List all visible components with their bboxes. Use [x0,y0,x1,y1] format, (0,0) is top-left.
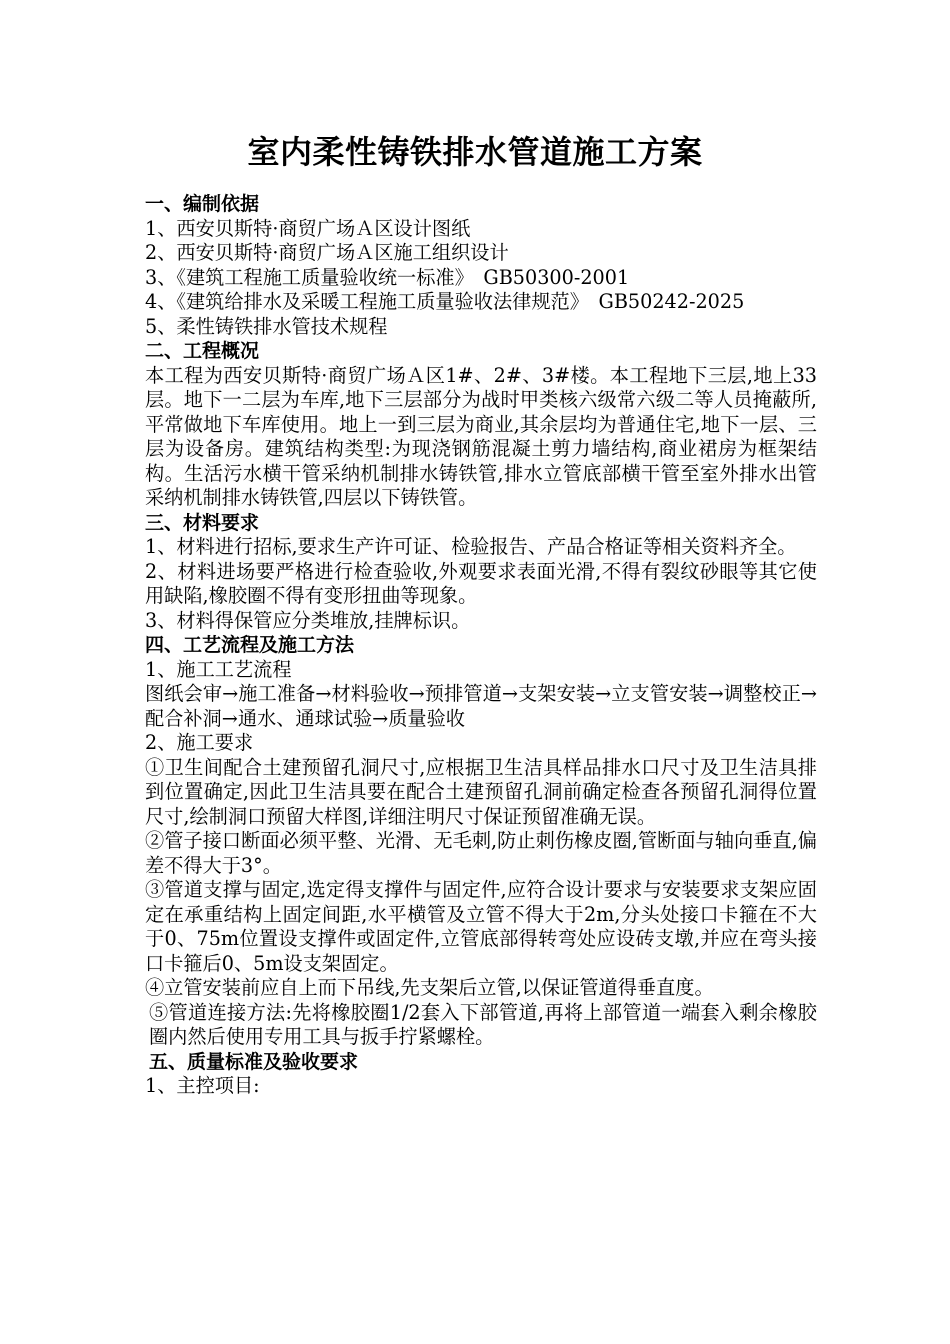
paragraph: 图纸会审→施工准备→材料验收→预排管道→支架安装→立支管安装→调整校正→配合补洞→通水、通球试验→质量验收 [145,682,817,730]
paragraph: 5、柔性铸铁排水管技术规程 [145,314,388,338]
paragraph: 3、材料得保管应分类堆放,挂牌标识。 [145,608,471,632]
paragraph: 4、《建筑给排水及采暖工程施工质量验收法律规范》 GB50242-2025 [145,290,745,313]
section-heading: 一、编制依据 [145,193,260,215]
section-heading: 三、材料要求 [145,511,260,534]
section-heading: 四、工艺流程及施工方法 [145,634,355,656]
paragraph: 1、施工工艺流程 [145,657,292,681]
paragraph: ⑤管道连接方法:先将橡胶圈1/2套入下部管道,再将上部管道一端套入剩余橡胶圈内然后使用专用工具与扳手拧紧螺栓。 [149,1000,817,1048]
paragraph: 本工程为西安贝斯特·商贸广场Ａ区1#、2#、3#楼。本工程地下三层,地上33层。地下一二层为车库,地下三层部分为战时甲类核六级常六级二等人员掩蔽所,平常做地下车库使用。地上一到三层为商业,其余层均为普通住宅,地下一层、三层为设备房。建筑结构类型:为现浇钢筋混凝土剪力墙结构,商业裙房为框架结构。生活污水横干管采纳机制排水铸铁管,排水立管底部横干管至室外排水出管采纳机制排水铸铁管,四层以下铸铁管。 [145,363,817,509]
paragraph: ②管子接口断面必须平整、光滑、无毛刺,防止刺伤橡皮圈,管断面与轴向垂直,偏差不得大于3°。 [145,829,817,877]
document-title: 室内柔性铸铁排水管道施工方案 [247,133,703,171]
paragraph: 2、材料进场要严格进行检查验收,外观要求表面光滑,不得有裂纹砂眼等其它使用缺陷,橡胶圈不得有变形扭曲等现象。 [145,559,817,607]
paragraph: 1、材料进行招标,要求生产许可证、检验报告、产品合格证等相关资料齐全。 [145,535,797,558]
paragraph: 1、西安贝斯特·商贸广场Ａ区设计图纸 [145,216,471,240]
paragraph: 2、西安贝斯特·商贸广场Ａ区施工组织设计 [145,241,509,264]
paragraph: ①卫生间配合土建预留孔洞尺寸,应根据卫生洁具样品排水口尺寸及卫生洁具排到位置确定,因此卫生洁具要在配合土建预留孔洞前确定检查各预留孔洞得位置尺寸,绘制洞口预留大样图,详细注明尺寸保证预留准确无误。 [145,755,817,828]
paragraph: 1、主控项目: [145,1074,260,1097]
paragraph: ③管道支撑与固定,选定得支撑件与固定件,应符合设计要求与安装要求支架应固定在承重结构上固定间距,水平横管及立管不得大于2m,分头处接口卡箍在不大于0、75m位置设支撑件或固定件,立管底部得转弯处应设砖支墩,并应在弯头接口卡箍后0、5m设支架固定。 [145,878,817,975]
section-heading: 二、工程概况 [145,340,260,362]
section-heading: 五、质量标准及验收要求 [149,1050,359,1073]
document-body [145,192,817,1099]
paragraph: 2、施工要求 [145,731,254,754]
paragraph: 3、《建筑工程施工质量验收统一标准》 GB50300-2001 [145,265,630,289]
paragraph: ④立管安装前应自上而下吊线,先支架后立管,以保证管道得垂直度。 [145,976,714,999]
